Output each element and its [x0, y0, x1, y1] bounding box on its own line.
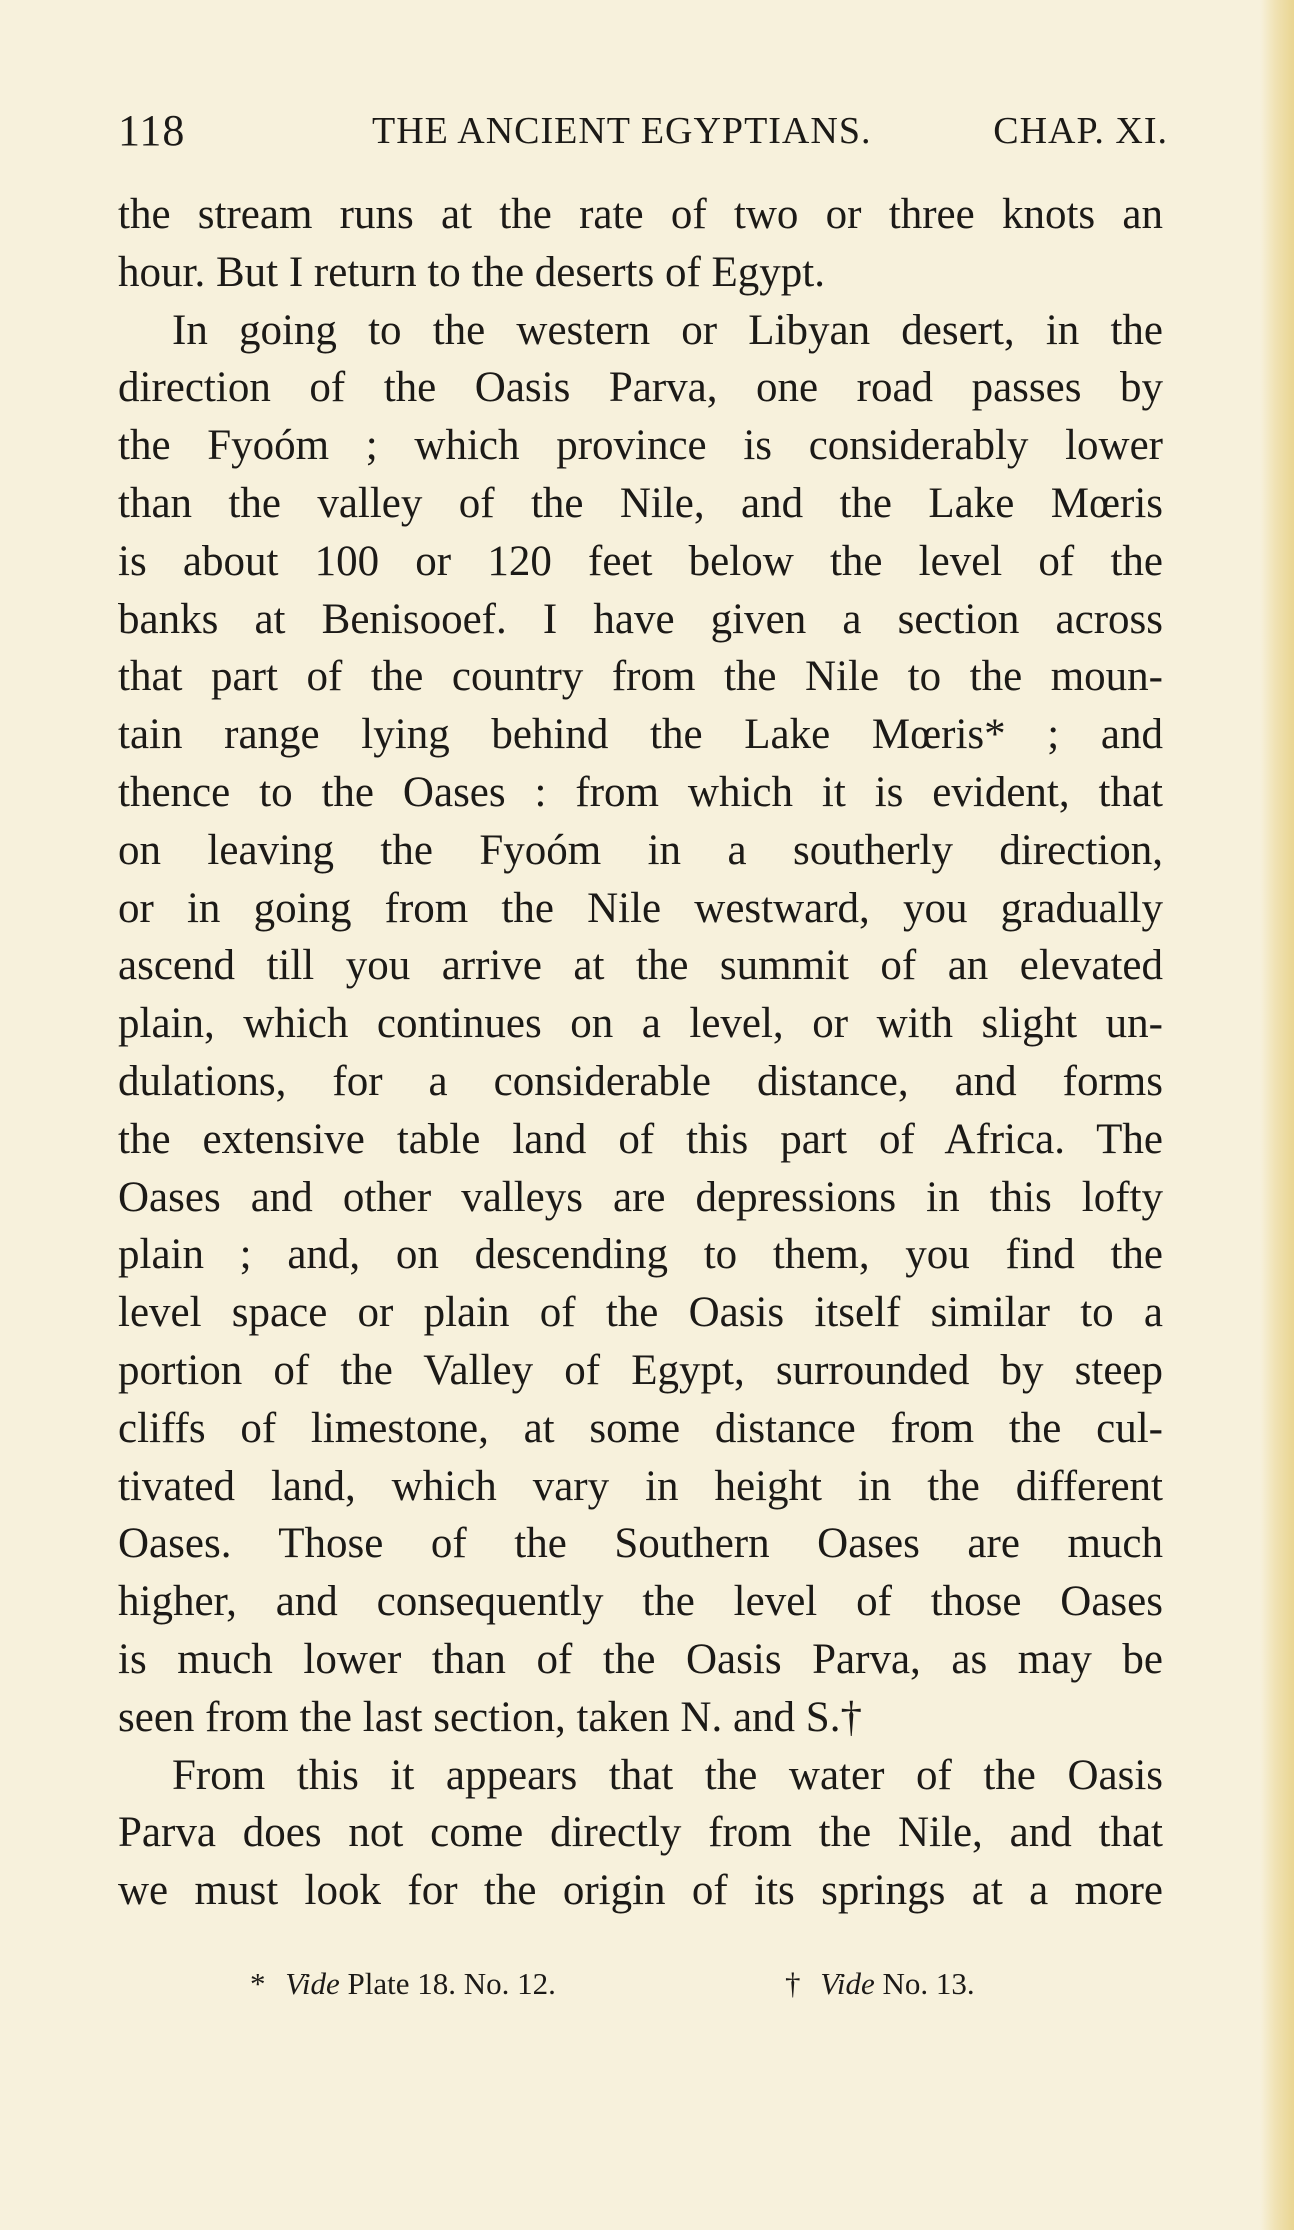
text-line: dulations, for a considerable distance, and forms [118, 1057, 1163, 1105]
page-number: 118 [118, 106, 186, 155]
text-line: tain range lying behind the Lake Mœris* ; and [118, 711, 1163, 759]
text-line: plain, which continues on a level, or with slight un- [118, 1000, 1163, 1048]
page-edge [1260, 0, 1294, 2230]
text-line: that part of the country from the Nile to the moun- [118, 653, 1163, 701]
footnote-text: Plate 18. No. 12. [347, 1966, 556, 2001]
footnote-mark: † [785, 1966, 801, 2001]
running-header [118, 105, 1168, 165]
footnote-mark: * [250, 1966, 266, 2001]
body-text [118, 186, 1163, 1920]
footnotes [0, 1966, 1294, 2016]
text-line: or in going from the Nile westward, you gradually [118, 884, 1163, 932]
text-line: Oases and other valleys are depressions in this lofty [118, 1173, 1163, 1221]
text-line: the extensive table land of this part of Africa. The [118, 1115, 1163, 1163]
text-line: seen from the last section, taken N. and S.† [118, 1693, 862, 1741]
text-line: is much lower than of the Oasis Parva, as may be [118, 1635, 1163, 1683]
text-line: banks at Benisooef. I have given a section across [118, 595, 1163, 643]
footnote-2 [785, 1966, 975, 2002]
text-line: In going to the western or Libyan desert, in the [172, 306, 1163, 354]
text-line: is about 100 or 120 feet below the level of the [118, 537, 1163, 585]
footnote-vide: Vide [285, 1966, 340, 2001]
text-line: Oases. Those of the Southern Oases are much [118, 1520, 1163, 1568]
chapter-label: CHAP. XI. [993, 110, 1168, 152]
text-line: From this it appears that the water of the Oasis [172, 1751, 1163, 1799]
footnote-vide: Vide [820, 1966, 875, 2001]
text-line: tivated land, which vary in height in the different [118, 1462, 1163, 1510]
footnote-1 [250, 1966, 556, 2002]
text-line: the Fyoóm ; which province is considerably lower [118, 422, 1163, 470]
text-line: thence to the Oases : from which it is evident, that [118, 768, 1163, 816]
text-line: portion of the Valley of Egypt, surrounded by steep [118, 1346, 1163, 1394]
text-line: hour. But I return to the deserts of Egypt. [118, 248, 825, 296]
text-line: than the valley of the Nile, and the Lake Mœris [118, 479, 1163, 527]
text-line: the stream runs at the rate of two or three knots an [118, 191, 1163, 238]
footnote-text: No. 13. [882, 1966, 975, 2001]
running-title: THE ANCIENT EGYPTIANS. [372, 110, 872, 152]
text-line: higher, and consequently the level of those Oases [118, 1578, 1163, 1626]
text-line: we must look for the origin of its springs at a more [118, 1867, 1163, 1915]
text-line: on leaving the Fyoóm in a southerly direction, [118, 826, 1163, 874]
text-line: plain ; and, on descending to them, you find the [118, 1231, 1163, 1279]
text-line: cliffs of limestone, at some distance from the cul- [118, 1404, 1163, 1452]
text-line: ascend till you arrive at the summit of an elevated [118, 942, 1163, 990]
text-line: level space or plain of the Oasis itself similar to a [118, 1289, 1163, 1337]
text-line: Parva does not come directly from the Nile, and that [118, 1809, 1163, 1857]
text-line: direction of the Oasis Parva, one road passes by [118, 364, 1163, 412]
